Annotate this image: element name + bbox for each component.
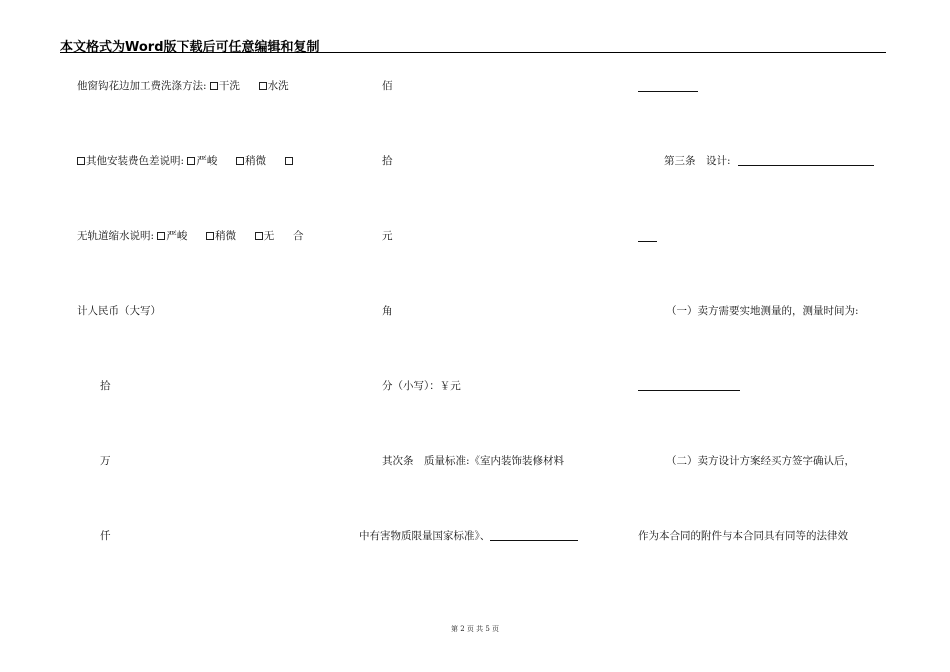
other-install-checkbox[interactable] — [77, 157, 85, 165]
design-approval-clause: （二）卖方设计方案经买方签字确认后， — [666, 455, 855, 467]
slight-shrink-checkbox[interactable] — [206, 232, 214, 240]
water-wash-checkbox[interactable] — [259, 82, 267, 90]
ten-label-2: 拾 — [382, 155, 393, 167]
contract-attachment-clause: 作为本合同的附件与本合同具有同等的法律效 — [638, 530, 848, 542]
severe-shrink-label: 严峻 — [166, 230, 188, 242]
ten-thousand-label: 万 — [100, 455, 111, 467]
hazardous-standard-text: 中有害物质限量国家标准》、 — [359, 530, 491, 542]
slight-color-checkbox[interactable] — [236, 157, 244, 165]
blank-underline-short[interactable] — [638, 241, 657, 242]
measurement-time-clause: （一）卖方需要实地测量的，测量时间为: — [666, 305, 859, 317]
article-three-design-label: 第三条 设计: — [664, 155, 731, 167]
total-prefix: 合 — [292, 230, 304, 242]
none-shrink-label: 无 — [263, 230, 275, 242]
standard-blank-line[interactable] — [490, 540, 578, 541]
header-divider — [60, 52, 886, 53]
severe-shrink-checkbox[interactable] — [157, 232, 165, 240]
jiao-label: 角 — [382, 305, 393, 317]
dry-clean-label: 干洗 — [218, 80, 240, 92]
ten-label: 拾 — [100, 380, 111, 392]
blank-underline-top[interactable] — [638, 91, 698, 92]
shrinkage-label: 无轨道缩水说明: — [77, 230, 155, 242]
hundred-label: 佰 — [382, 80, 393, 92]
rmb-uppercase-label: 计人民币（大写） — [77, 305, 161, 317]
thousand-label: 仟 — [100, 530, 111, 542]
page-number-footer: 第 2 页 共 5 页 — [450, 625, 500, 633]
document-header-title: 本文格式为Word版下载后可任意编辑和复制 — [60, 40, 320, 55]
article-three-design-line — [664, 155, 874, 167]
water-wash-label: 水洗 — [267, 80, 289, 92]
color-diff-label: 其他安装费色差说明: — [86, 155, 185, 167]
severe-color-checkbox[interactable] — [187, 157, 195, 165]
hazardous-standard-line — [359, 530, 578, 542]
design-blank-line[interactable] — [738, 165, 874, 166]
none-color-checkbox[interactable] — [285, 157, 293, 165]
severe-color-label: 严峻 — [196, 155, 218, 167]
yuan-label: 元 — [382, 230, 393, 242]
article-two-quality-standard: 其次条 质量标准:《室内装饰装修材料 — [382, 455, 565, 467]
measurement-time-blank[interactable] — [638, 390, 740, 391]
col1-line-color-diff — [77, 155, 294, 167]
col1-line-shrinkage — [77, 230, 303, 242]
none-shrink-checkbox[interactable] — [255, 232, 263, 240]
lowercase-amount-label: 分（小写）：￥元 — [382, 380, 461, 392]
slight-color-label: 稍微 — [245, 155, 267, 167]
slight-shrink-label: 稍微 — [215, 230, 237, 242]
wash-method-label: 他窗钩花边加工费洗涤方法: — [77, 80, 207, 92]
col1-line-wash-method — [77, 80, 289, 92]
dry-clean-checkbox[interactable] — [210, 82, 218, 90]
